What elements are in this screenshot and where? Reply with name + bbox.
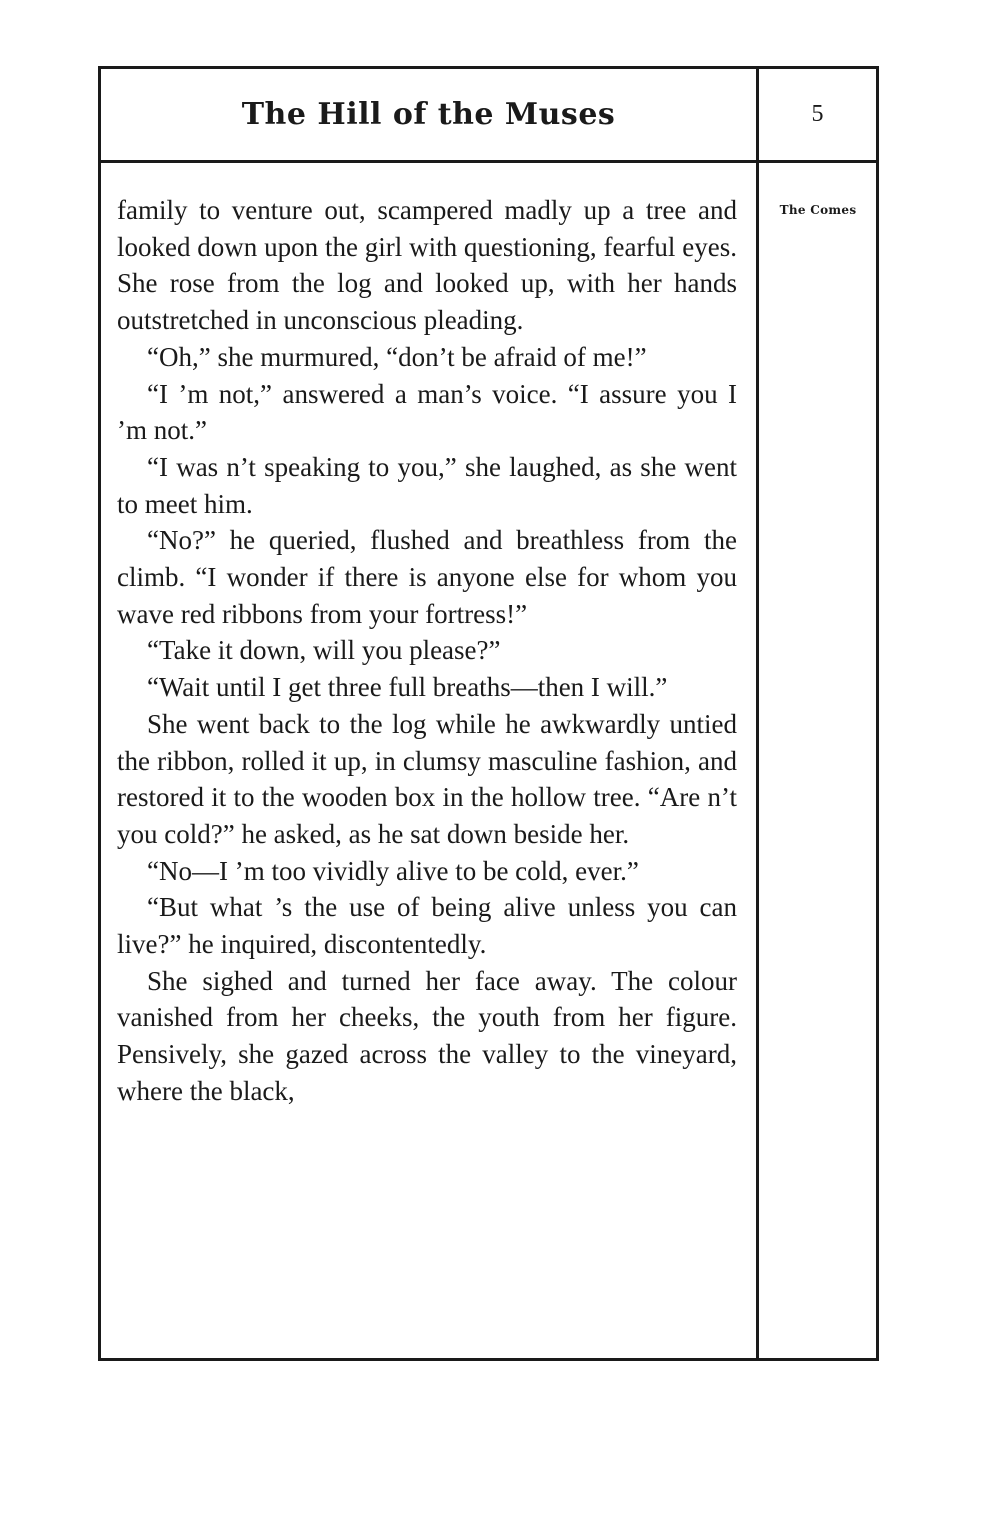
paragraph: She sighed and turned her face away. The colour vanished from her cheeks, the youth from her figure. Pensively, she gazed across the valley to the vineyard, where the black, (117, 965, 737, 1106)
paragraph: “Wait until I get three full breaths—then I will.” (147, 672, 668, 703)
paragraph: family to venture out, scampered madly up a tree and looked down upon the girl with questioning, fearful eyes. She rose from the log and looked up, with her hands outstretched in unconscious pleading. (117, 195, 737, 336)
page-number: 5 (811, 101, 824, 127)
header-divider (98, 160, 879, 163)
body-text (117, 192, 737, 1110)
paragraph: “No—I ’m too vividly alive to be cold, ever.” (147, 855, 639, 886)
margin-column-divider (756, 66, 759, 1361)
paragraph: “I ’m not,” answered a man’s voice. “I assure you I ’m not.” (117, 378, 737, 446)
paragraph: “Oh,” she murmured, “don’t be afraid of me!” (147, 341, 647, 372)
paragraph: “I was n’t speaking to you,” she laughed, as she went to meet him. (117, 451, 737, 519)
margin-note: The Comes (779, 203, 857, 217)
paragraph: “Take it down, will you please?” (147, 635, 501, 666)
paragraph: She went back to the log while he awkwardly untied the ribbon, rolled it up, in clumsy masculine fashion, and restored it to the wooden box in the hollow tree. “Are n’t you cold?” he asked, as he sat down beside her. (117, 708, 737, 849)
paragraph: “No?” he queried, flushed and breathless from the climb. “I wonder if there is anyone else for whom you wave red ribbons from your fortress!” (117, 525, 737, 629)
running-title: The Hill of the Muses (241, 97, 616, 132)
paragraph: “But what ’s the use of being alive unless you can live?” he inquired, discontentedly. (117, 892, 737, 960)
